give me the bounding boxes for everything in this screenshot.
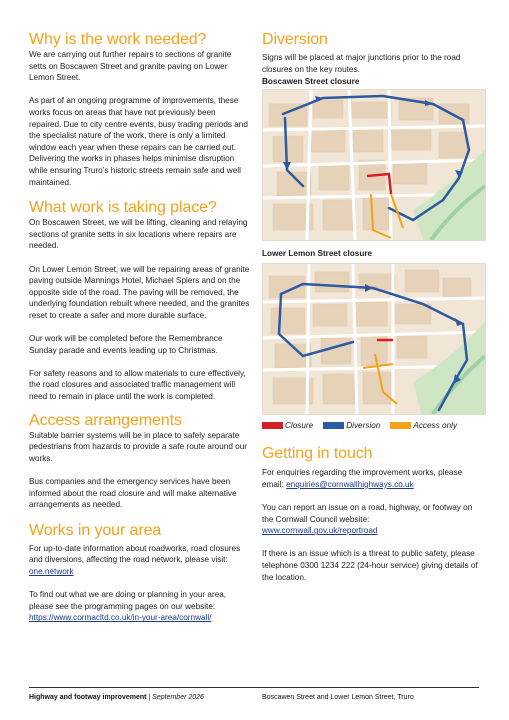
what-paragraph-4: For safety reasons and to allow materials to cure effectively, the road closures and associated traffic management will need to remain in place until the work is completed. [29,368,246,402]
closure-swatch [262,422,283,429]
footer-location: Boscawen Street and Lower Lemon Street, Truro [262,694,414,701]
access-swatch [390,422,411,429]
legend-diversion-label: Diversion [346,421,381,431]
contact-paragraph-3: If there is an issue which is a threat to public safety, please telephone 0300 1234 222 (24-hour service) giving details of the location. [262,549,478,582]
boscawen-street-map [262,89,486,241]
access-heading: Access arrangements [29,411,182,429]
legend-closure [262,421,313,430]
email-link[interactable]: enquiries@cornwallhighways.co.uk [286,479,414,489]
footer-left [29,693,204,702]
what-heading: What work is taking place? [29,199,217,217]
left-column [29,30,250,624]
works-paragraph-1 [29,543,250,578]
legend-closure-label: Closure [285,421,314,431]
works-heading: Works in your area [29,521,162,539]
what-paragraph-2: On Lower Lemon Street, we will be repairing areas of granite paving outside Mannings Hotel, Michael Spiers and on the opposite side of the road. The paving will be removed, the underlying foundation rebuilt where needed, and the granites reset to create a safer and more durable surface. [29,264,250,320]
why-paragraph-1: We are carrying out further repairs to sections of granite setts on Boscawen Street and granite paving on Lower Lemon Street. [29,50,232,83]
contact-heading: Getting in touch [262,445,373,463]
legend-access [390,421,457,430]
footer-date: | September 2026 [146,694,204,701]
what-paragraph-1: On Boscawen Street, we will be lifting, cleaning and relaying sections of granite setts in six locations where repairs are needed. [29,218,248,251]
contact-paragraph-2: You can report an issue on a road, highway, or footway on the Cornwall Council website: [262,502,473,524]
contact-paragraph-1-text: For enquiries regarding the improvement works, please email: [262,468,463,489]
what-paragraph-3: Our work will be completed before the Remembrance Sunday parade and events leading up to Christmas. [29,334,223,355]
lower-lemon-street-map [262,263,486,415]
why-heading: Why is the work needed? [29,31,207,48]
diversion-heading: Diversion [262,31,328,48]
cormac-link[interactable]: https://www.cormacltd.co.uk/in-your-area/cornwall/ [29,613,212,623]
works-paragraph-1-text: For up-to-date information about roadworks, road closures and diversions, affecting the road network, please visit: [29,543,241,565]
why-paragraph-2: As part of an ongoing programme of improvements, these works focus on areas that have not previously been repaired. Due to city centre events, busy trading periods and the specialist nature of the work, there is only a limited window each year when these repairs can be carried out. Delivering the works in phases helps minimise disruption while ensuring Truro’s historic streets remain safe and well maintained. [29,96,248,187]
access-paragraph-2: Bus companies and the emergency services have been informed about the road closure and will make alternative arrangements as needed. [29,477,237,510]
right-column [262,30,484,583]
footer-doc-title: Highway and footway improvement [29,694,147,701]
map-legend [262,421,484,430]
boscawen-map-graphic [263,90,485,240]
works-paragraph-2: To find out what we are doing or planning in your area, please see the programming pages on our website: [29,590,227,611]
map1-title: Boscawen Street closure [262,77,360,87]
diversion-paragraph: Signs will be placed at major junctions prior to the road closures on the key routes. [262,53,461,74]
legend-diversion [323,421,380,430]
access-paragraph-1: Suitable barrier systems will be in place to safely separate pedestrians from hazards to provide a safe route around our works. [29,430,248,463]
lemon-map-graphic [263,264,485,414]
contact-paragraph-1 [262,467,484,490]
map2-title: Lower Lemon Street closure [262,249,373,259]
report-road-link[interactable]: www.cornwall.gov.uk/reportroad [262,526,378,536]
diversion-swatch [323,422,344,429]
legend-access-label: Access only [413,421,458,431]
footer-divider [29,687,479,688]
one-network-link[interactable]: one.network [29,566,74,576]
